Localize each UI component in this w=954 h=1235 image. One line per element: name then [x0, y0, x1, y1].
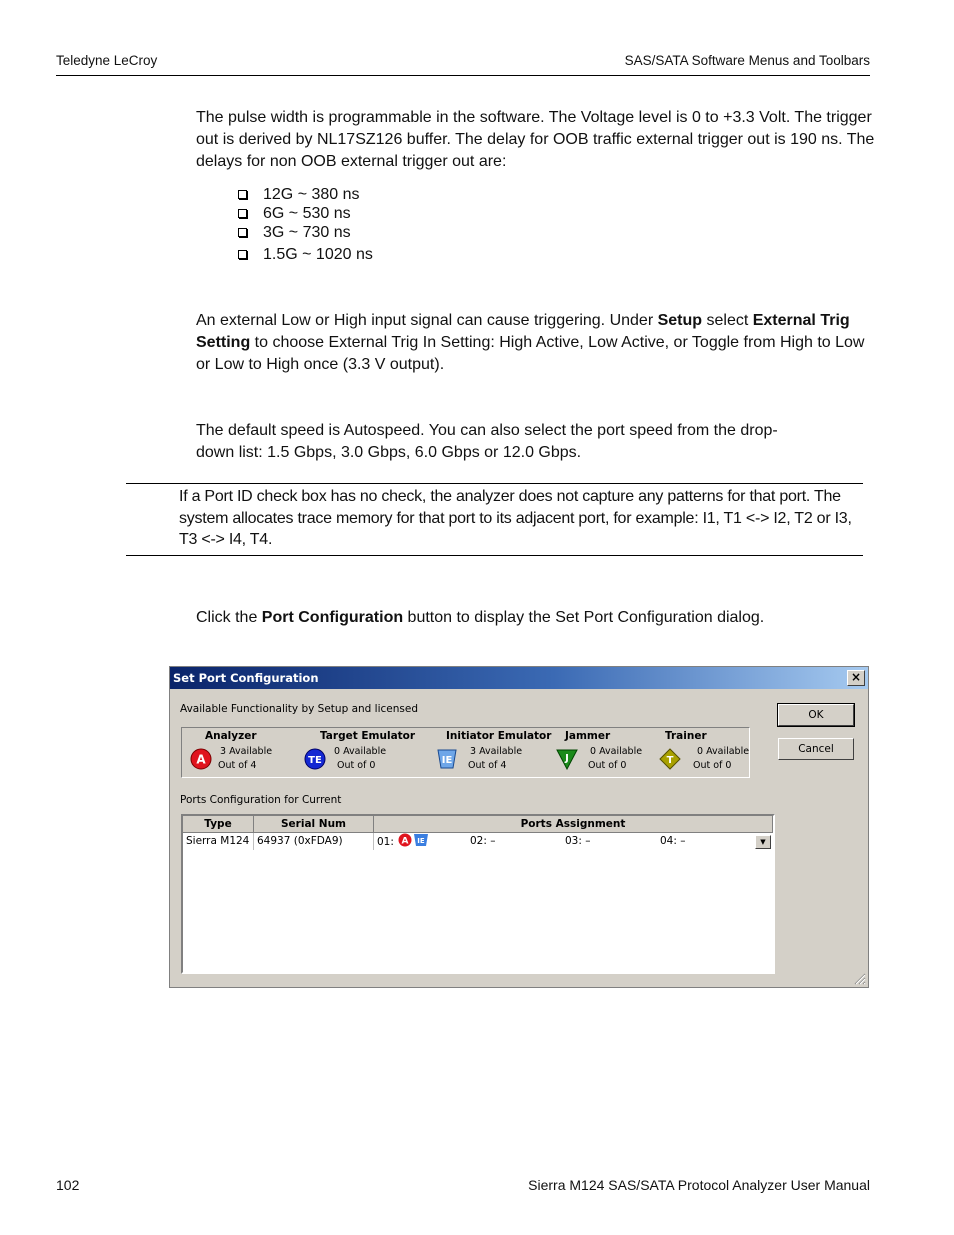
list-item: 12G ~ 380 ns — [236, 185, 373, 204]
trainer-function: Trainer T 0 Available Out of 0 — [659, 728, 749, 777]
column-header-type[interactable]: Type — [183, 816, 254, 833]
initiator-emulator-small-icon — [413, 833, 429, 847]
port-03-label: 03: – — [565, 835, 591, 847]
checkbox-bullet-icon — [238, 250, 247, 259]
header-rule — [56, 75, 870, 76]
analyzer-function: Analyzer A 3 Available Out of 4 — [190, 728, 310, 777]
note-text: If a Port ID check box has no check, the analyzer does not capture any patterns for that port. The system allocates trace memory for that port to its adjacent port, for example: I1, T1 <-> I2, T2 or I3, T3 <-> I4, T4. — [179, 488, 852, 548]
external-trigger-paragraph: An external Low or High input signal can cause triggering. Under Setup select External Trig Setting to choose External Trig In Setting: High Active, Low Active, or Toggle from High to Low or Low to High once (3.3 V output). — [196, 312, 865, 373]
list-item: 6G ~ 530 ns — [236, 204, 373, 223]
checkbox-bullet-icon — [238, 190, 247, 199]
ok-button[interactable]: OK — [778, 704, 854, 726]
ports-grid — [181, 814, 775, 974]
speed-paragraph: The default speed is Autospeed. You can also select the port speed from the drop-down list: 1.5 Gbps, 3.0 Gbps, 6.0 Gbps or 12.0 Gbps. — [196, 422, 778, 461]
port-config-paragraph: Click the Port Configuration button to display the Set Port Configuration dialog. — [196, 609, 765, 626]
port-02-label: 02: – — [470, 835, 496, 847]
svg-text:TE: TE — [308, 755, 322, 766]
header-right: SAS/SATA Software Menus and Toolbars — [624, 53, 870, 68]
page-number: 102 — [56, 1177, 80, 1193]
svg-text:A: A — [401, 836, 409, 847]
cell-ports[interactable] — [374, 833, 773, 850]
close-button[interactable]: × — [847, 670, 865, 686]
note-bottom-rule — [126, 555, 863, 556]
svg-text:IE: IE — [441, 755, 453, 766]
cell-type[interactable]: Sierra M124 — [183, 833, 254, 850]
svg-text:IE: IE — [417, 837, 425, 845]
list-item: 1.5G ~ 1020 ns — [236, 245, 373, 264]
column-header-serial[interactable]: Serial Num — [254, 816, 374, 833]
functionality-box — [181, 727, 750, 778]
jammer-function: Jammer J 0 Available Out of 0 — [556, 728, 656, 777]
column-header-ports[interactable]: Ports Assignment — [374, 816, 773, 833]
svg-text:A: A — [196, 752, 206, 767]
jammer-icon — [556, 748, 578, 770]
dropdown-arrow-icon[interactable]: ▼ — [755, 835, 771, 849]
target-emulator-icon — [304, 748, 326, 770]
port-04-label: 04: – — [660, 835, 686, 847]
initiator-emulator-icon — [436, 748, 458, 770]
pulse-width-paragraph: The pulse width is programmable in the software. The Voltage level is 0 to +3.3 Volt. The trigger out is derived by NL17SZ126 buffer. The delay for OOB traffic external trigger out is 190 ns. The delays for non OOB external trigger out are: — [196, 109, 875, 170]
available-label: Available Functionality by Setup and licensed — [180, 703, 418, 715]
note-top-rule — [126, 483, 863, 484]
cancel-button[interactable]: Cancel — [778, 738, 854, 760]
dialog-title: Set Port Configuration — [170, 667, 868, 689]
analyzer-small-icon — [397, 833, 413, 847]
footer-title: Sierra M124 SAS/SATA Protocol Analyzer User Manual — [528, 1177, 870, 1193]
port-01-label: 01: — [377, 836, 394, 848]
list-item: 3G ~ 730 ns — [236, 223, 373, 242]
delay-list — [236, 185, 373, 264]
header-left: Teledyne LeCroy — [56, 53, 158, 68]
trainer-icon — [659, 748, 681, 770]
checkbox-bullet-icon — [238, 209, 247, 218]
svg-text:T: T — [666, 755, 674, 766]
svg-text:J: J — [565, 753, 569, 764]
target-emulator-function: Target Emulator TE 0 Available Out of 0 — [304, 728, 434, 777]
checkbox-bullet-icon — [238, 228, 247, 237]
ports-label: Ports Configuration for Current — [180, 794, 342, 806]
analyzer-icon — [190, 748, 212, 770]
resize-grip-icon[interactable] — [854, 973, 866, 985]
cell-serial[interactable]: 64937 (0xFDA9) — [254, 833, 374, 850]
set-port-configuration-dialog — [169, 666, 869, 988]
initiator-emulator-function: Initiator Emulator IE 3 Available Out of 4 — [436, 728, 566, 777]
